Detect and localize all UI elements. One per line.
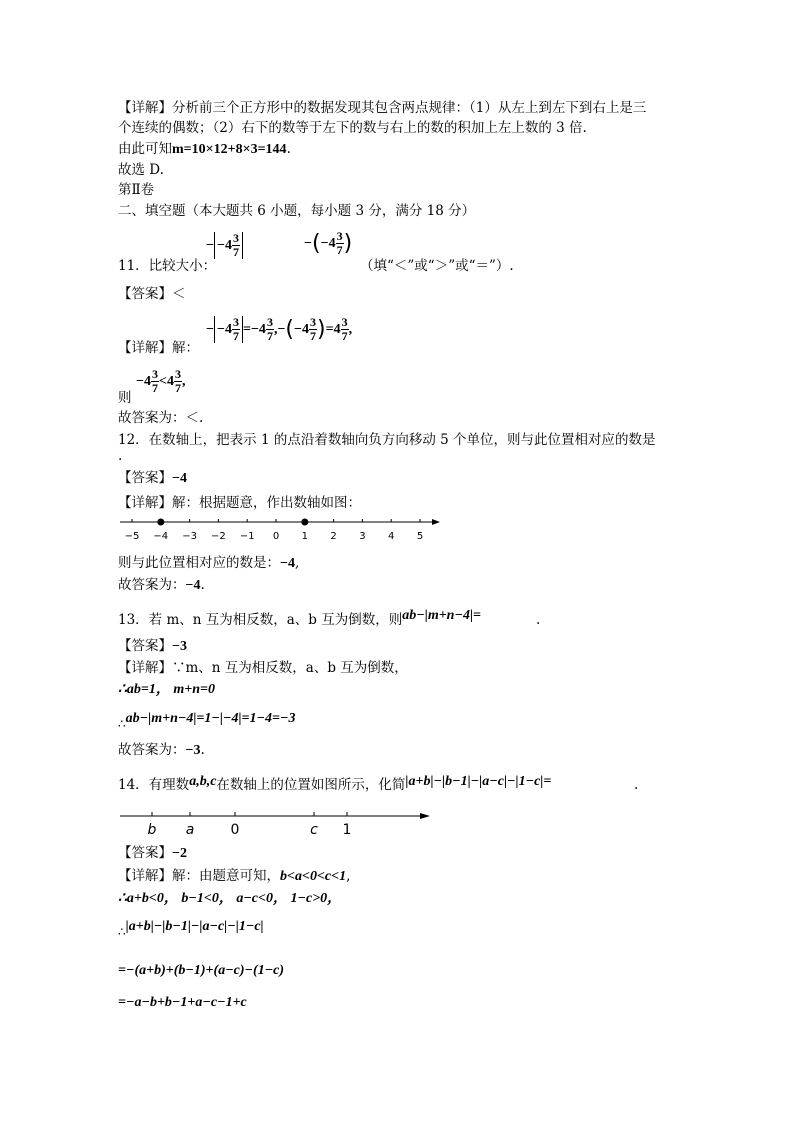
volume-heading: 第Ⅱ卷: [118, 182, 155, 198]
q10-detail-line2: 个连续的偶数；（2）右下的数等于左下的数与右上的数的积加上左上数的 3 倍.: [118, 120, 587, 136]
q11-expr-left: − −4 $\frac{3}{7}$: [206, 232, 243, 259]
number-line-1-tick-label: −1: [239, 531, 255, 542]
q14-answer: 【答案】−2: [118, 845, 187, 861]
q12-result: 则与此位置相对应的数是：−4,: [118, 555, 300, 571]
section-heading: 二、填空题（本大题共 6 小题，每小题 3 分，满分 18 分）: [118, 203, 476, 219]
q13-detail: 【详解】∵m、n 互为相反数，a、b 互为倒数，: [118, 660, 408, 676]
number-line-1-tick-label: 5: [416, 531, 424, 542]
number-line-1-tick-label: 1: [301, 531, 308, 542]
q11-conclusion: 故答案为：＜.: [118, 410, 204, 426]
q10-choice: 故选 D.: [118, 162, 164, 178]
number-line-2-label: c: [310, 822, 318, 838]
q11-suffix: （填“＜”或“＞”或“＝”）.: [360, 258, 514, 274]
q13-question: 13．若 m、n 互为相反数，a、b 互为倒数，则ab−|m+n−4|= .: [118, 608, 541, 628]
q12-detail: 【详解】解：根据题意，作出数轴如图：: [118, 495, 361, 511]
q13-expression: ab−|m+n−4|=: [402, 608, 482, 623]
number-line-1-tick-label: −5: [124, 531, 140, 542]
q13-answer: 【答案】−3: [118, 638, 187, 654]
q13-step1: ∴ab=1， m+n=0: [118, 682, 216, 697]
q10-formula-suffix: .: [286, 141, 291, 157]
q11-then-expr: −4 $\frac{3}{7}$ <4 $\frac{3}{7}$ ,: [136, 367, 186, 395]
q13-conclusion: 故答案为：−3.: [118, 742, 205, 758]
number-line-2: [118, 808, 438, 842]
q10-detail-line1: 【详解】分析前三个正方形中的数据发现其包含两点规律：（1）从左上到左下到右上是三: [118, 100, 647, 116]
number-line-1-tick-label: 2: [330, 531, 337, 542]
number-line-2-label: b: [147, 822, 157, 838]
q11-detail-expr: − −4 $\frac{3}{7}$ =−4 $\frac{3}{7}$ ,−(−4 $\frac{3}{7}$ )=4 $\frac{3}{7}$ ,: [206, 315, 353, 343]
q12-question: 12．在数轴上，把表示 1 的点沿着数轴向负方向移动 5 个单位，则与此位置相对应的数是: [118, 432, 656, 448]
q11-expr-right: −(−4 $\frac{3}{7}$ ): [304, 229, 353, 257]
q10-formula: m=10×12+8×3=144: [172, 142, 287, 157]
q14-step4: =−a−b+b−1+a−c−1+c: [118, 995, 247, 1010]
q10-formula-prefix: 由此可知: [118, 141, 172, 157]
number-line-2-label: 0: [230, 822, 240, 838]
q11-prefix: 11．比较大小：: [118, 258, 217, 274]
q11-then-label: 则: [118, 390, 132, 406]
number-line-1: [118, 512, 448, 546]
q14-question: 14．有理数a,b,c在数轴上的位置如图所示，化简|a+b|−|b−1|−|a−c|−|1−c|= .: [118, 774, 639, 793]
q12-answer: 【答案】−4: [118, 470, 187, 486]
q11-answer: 【答案】＜: [118, 286, 186, 302]
q14-step2: ∴|a+b|−|b−1|−|a−c|−|1−c|: [118, 919, 264, 939]
q14-detail: 【详解】解：由题意可知，b<a<0<c<1,: [118, 868, 351, 884]
number-line-1-point: [157, 519, 164, 526]
number-line-1-point: [301, 519, 308, 526]
q14-step3: =−(a+b)+(b−1)+(a−c)−(1−c): [118, 963, 285, 978]
q14-expression: |a+b|−|b−1|−|a−c|−|1−c|=: [405, 774, 552, 789]
number-line-2-label: 1: [342, 822, 352, 838]
q13-step2: ∴ab−|m+n−4|=1−|−4|=1−4=−3: [118, 711, 296, 731]
q14-step1: ∴a+b<0， b−1<0， a−c<0， 1−c>0，: [118, 891, 342, 906]
number-line-1-tick-label: −3: [182, 531, 197, 542]
q11-detail-prefix: 【详解】解：: [118, 340, 199, 356]
number-line-1-tick-label: −4: [153, 531, 169, 542]
number-line-1-tick-label: 0: [272, 531, 280, 542]
number-line-1-tick-label: 3: [359, 531, 366, 542]
q12-blank-dot: .: [118, 448, 123, 464]
q10-formula-line: [118, 141, 291, 158]
number-line-2-label: a: [185, 822, 195, 838]
number-line-1-tick-label: −2: [211, 531, 226, 542]
q12-conclusion: 故答案为：−4.: [118, 577, 205, 593]
number-line-1-tick-label: 4: [388, 531, 395, 542]
